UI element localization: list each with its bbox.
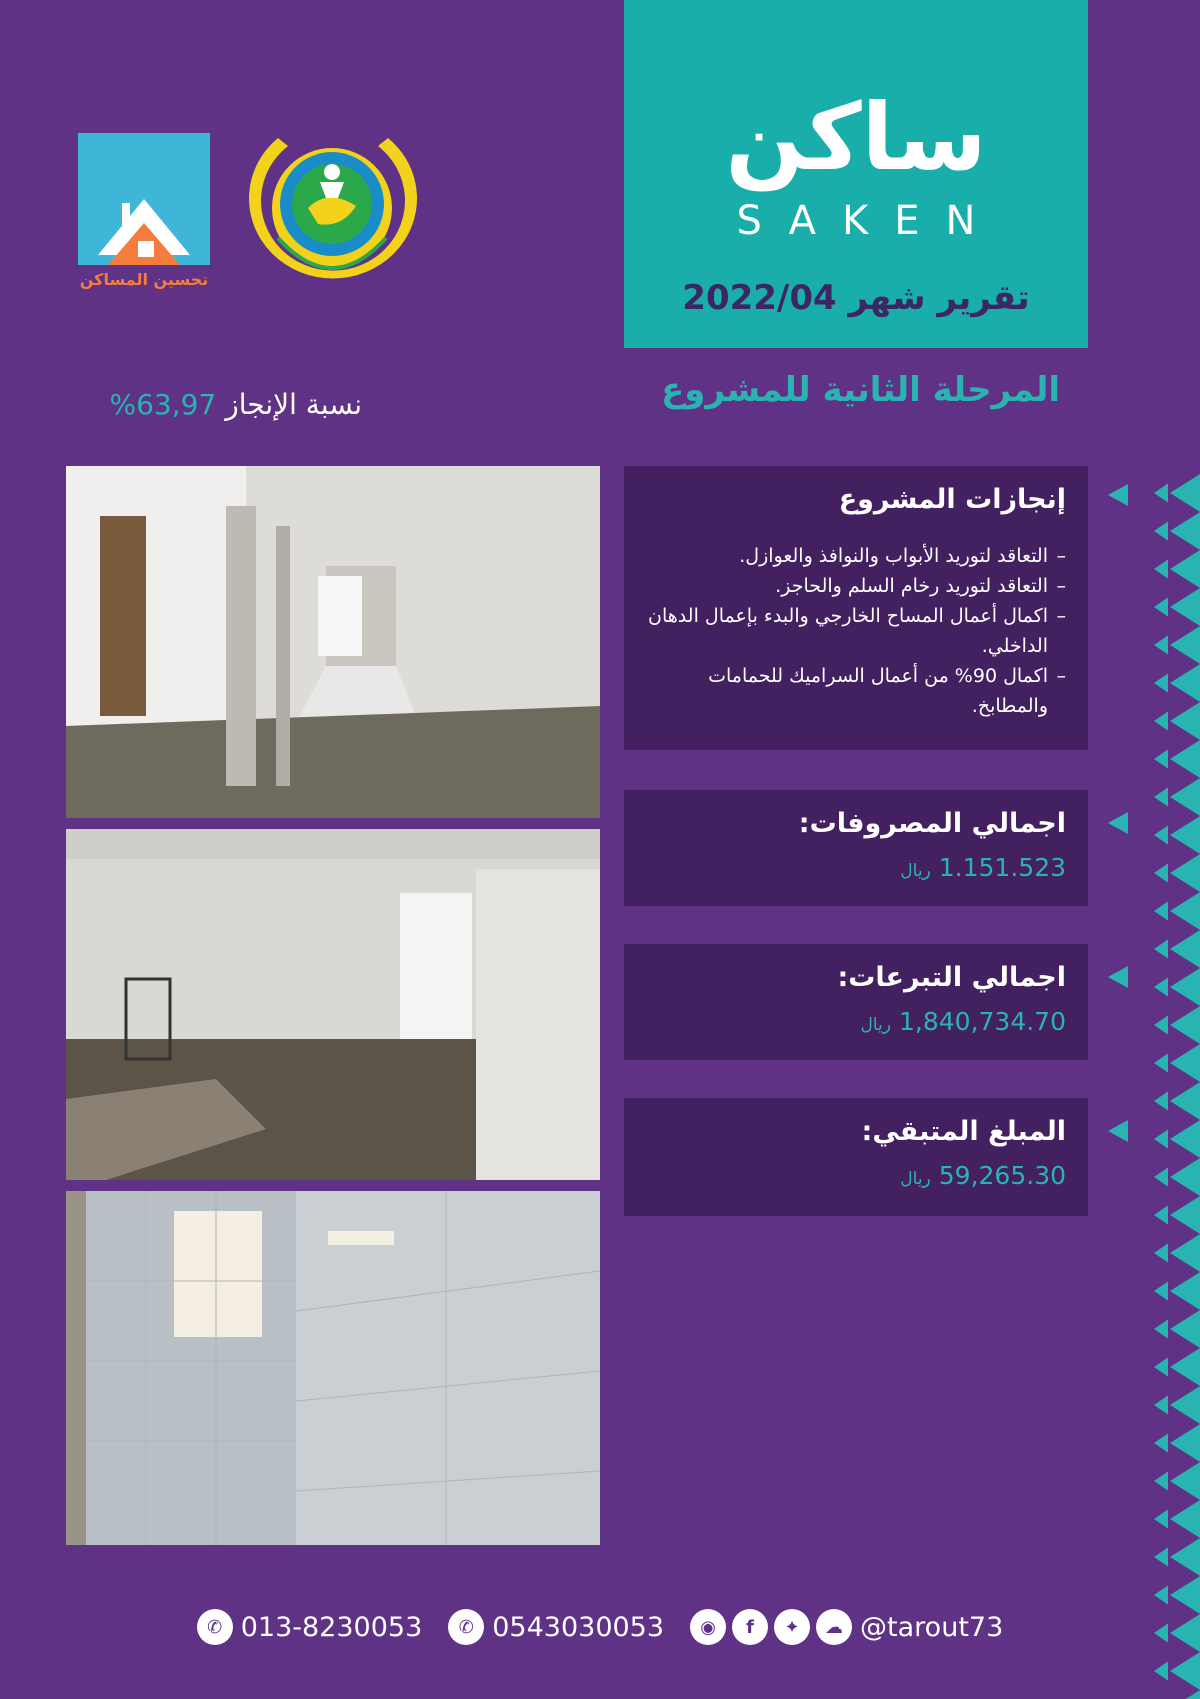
whatsapp-icon: ✆ [448, 1609, 484, 1645]
donations-value-row [646, 1007, 1066, 1036]
progress-value: 63,97% [109, 388, 217, 421]
instagram-icon[interactable]: ◉ [690, 1609, 726, 1645]
triangle-marker-icon [1108, 966, 1128, 988]
achievement-item: – التعاقد لتوريد رخام السلم والحاجز. [646, 571, 1066, 601]
social-contact[interactable] [690, 1609, 1003, 1645]
header-panel [624, 0, 1088, 348]
twitter-icon[interactable]: ✦ [774, 1609, 810, 1645]
facebook-icon[interactable]: f [732, 1609, 768, 1645]
progress-line [62, 388, 362, 421]
achievements-title: إنجازات المشروع [838, 484, 1066, 515]
expenses-currency: ريال [900, 861, 931, 881]
expenses-label: اجمالي المصروفات: [798, 808, 1066, 839]
donations-value: 1,840,734.70 [899, 1007, 1066, 1036]
triangle-marker-icon [1108, 812, 1128, 834]
whatsapp-number: 0543030053 [492, 1611, 665, 1643]
phone-number: 013-8230053 [240, 1611, 423, 1643]
achievements-card [624, 466, 1088, 750]
triangle-marker-icon [1108, 1120, 1128, 1142]
donations-label: اجمالي التبرعات: [837, 962, 1066, 993]
achievements-list [646, 541, 1066, 721]
brand-english: SAKEN [736, 198, 1002, 244]
social-icons [690, 1609, 852, 1645]
whatsapp-contact[interactable] [448, 1609, 664, 1645]
site-photo-tiles [66, 1191, 600, 1545]
social-handle: @tarout73 [860, 1611, 1004, 1643]
donations-currency: ريال [860, 1015, 891, 1035]
triangle-marker-icon [1108, 484, 1128, 506]
expenses-value-row [646, 853, 1066, 882]
remaining-card [624, 1098, 1088, 1216]
expenses-card [624, 790, 1088, 906]
phone-icon: ✆ [197, 1609, 233, 1645]
zigzag-decoration [1154, 474, 1200, 1699]
site-photo-corridor [66, 466, 600, 818]
achievement-item: – اكمال أعمال المساح الخارجي والبدء بإعمال الدهان الداخلي. [646, 601, 1066, 661]
donations-card [624, 944, 1088, 1060]
report-title: تقرير شهر 2022/04 [682, 278, 1030, 318]
remaining-value-row [646, 1161, 1066, 1190]
contact-footer [0, 1602, 1200, 1652]
society-logo [238, 128, 426, 290]
site-photo-room [66, 829, 600, 1180]
brand-arabic: ساكن [725, 84, 987, 191]
housing-logo-label: تحسين المساكن [79, 270, 209, 289]
snapchat-icon[interactable]: ☁ [816, 1609, 852, 1645]
expenses-value: 1.151.523 [938, 853, 1066, 882]
phase-title: المرحلة الثانية للمشروع [661, 370, 1060, 410]
achievement-item: – التعاقد لتوريد الأبواب والنوافذ والعوازل. [646, 541, 1066, 571]
remaining-value: 59,265.30 [938, 1161, 1066, 1190]
remaining-label: المبلغ المتبقي: [861, 1116, 1066, 1147]
phone-contact[interactable] [197, 1609, 423, 1645]
remaining-currency: ريال [900, 1169, 931, 1189]
achievement-item: – اكمال 90% من أعمال السراميك للحمامات والمطابخ. [646, 661, 1066, 721]
progress-label: نسبة الإنجاز [225, 388, 362, 421]
